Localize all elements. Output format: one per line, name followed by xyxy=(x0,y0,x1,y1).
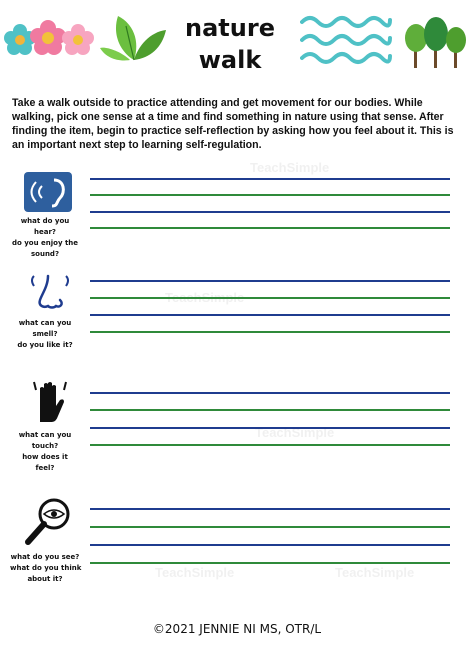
prompt-text: how does it xyxy=(22,453,68,461)
trees-icon xyxy=(402,14,468,70)
writing-line[interactable] xyxy=(90,314,450,316)
prompts-touch xyxy=(10,430,80,474)
section-see xyxy=(0,496,474,606)
prompt-text: what do you think xyxy=(10,564,82,572)
section-hear xyxy=(0,170,474,270)
watermark: TeachSimple xyxy=(250,160,330,175)
writing-line[interactable] xyxy=(90,211,450,213)
header xyxy=(0,0,474,92)
prompt-text: what can you xyxy=(18,319,72,327)
writing-line[interactable] xyxy=(90,508,450,510)
section-touch xyxy=(0,378,474,488)
watermark: TeachSimple xyxy=(165,290,245,305)
writing-line[interactable] xyxy=(90,427,450,429)
writing-line[interactable] xyxy=(90,227,450,229)
title-line-2: walk xyxy=(198,46,262,74)
prompt-text: smell? xyxy=(32,330,58,338)
nose-smell-icon xyxy=(30,274,70,314)
hand-touch-icon xyxy=(32,378,68,424)
watermark: TeachSimple xyxy=(155,565,235,580)
prompt-text: hear? xyxy=(34,228,56,236)
ear-hearing-icon xyxy=(24,172,72,212)
writing-line[interactable] xyxy=(90,194,450,196)
writing-line[interactable] xyxy=(90,544,450,546)
watermark: TeachSimple xyxy=(335,565,415,580)
prompt-text: feel? xyxy=(35,464,55,472)
writing-line[interactable] xyxy=(90,280,450,282)
water-waves-icon xyxy=(300,12,392,68)
flowers-icon xyxy=(4,18,96,60)
watermark: TeachSimple xyxy=(255,425,335,440)
prompt-text: what can you xyxy=(18,431,72,439)
writing-line[interactable] xyxy=(90,409,450,411)
writing-line[interactable] xyxy=(90,331,450,333)
prompts-hear xyxy=(10,216,80,260)
magnifier-eye-icon xyxy=(24,496,74,546)
prompt-text: do you like it? xyxy=(17,341,73,349)
leaves-icon xyxy=(100,12,168,62)
copyright-footer: ©2021 JENNIE NI MS, OTR/L xyxy=(152,622,322,636)
writing-line[interactable] xyxy=(90,392,450,394)
prompt-text: what do you see? xyxy=(10,553,80,561)
prompt-text: about it? xyxy=(27,575,63,583)
prompt-text: what do you xyxy=(20,217,70,225)
prompt-text: touch? xyxy=(31,442,59,450)
prompt-text: do you enjoy the xyxy=(11,239,79,247)
section-smell xyxy=(0,272,474,372)
title-line-1: nature xyxy=(185,14,275,42)
prompts-see xyxy=(10,552,80,585)
instructions-paragraph: Take a walk outside to practice attending and get movement for our bodies. While walking, pick one sense at a time and find something in nature using that sense. After finding the item, begin to practice self-reflection by asking how you feel about it. This is an important next step to learning self-regulation. xyxy=(12,97,454,151)
page-title xyxy=(170,12,290,76)
prompts-smell xyxy=(10,318,80,351)
writing-line[interactable] xyxy=(90,178,450,180)
writing-line[interactable] xyxy=(90,562,450,564)
writing-line[interactable] xyxy=(90,526,450,528)
prompt-text: sound? xyxy=(30,250,59,258)
writing-line[interactable] xyxy=(90,444,450,446)
writing-line[interactable] xyxy=(90,297,450,299)
